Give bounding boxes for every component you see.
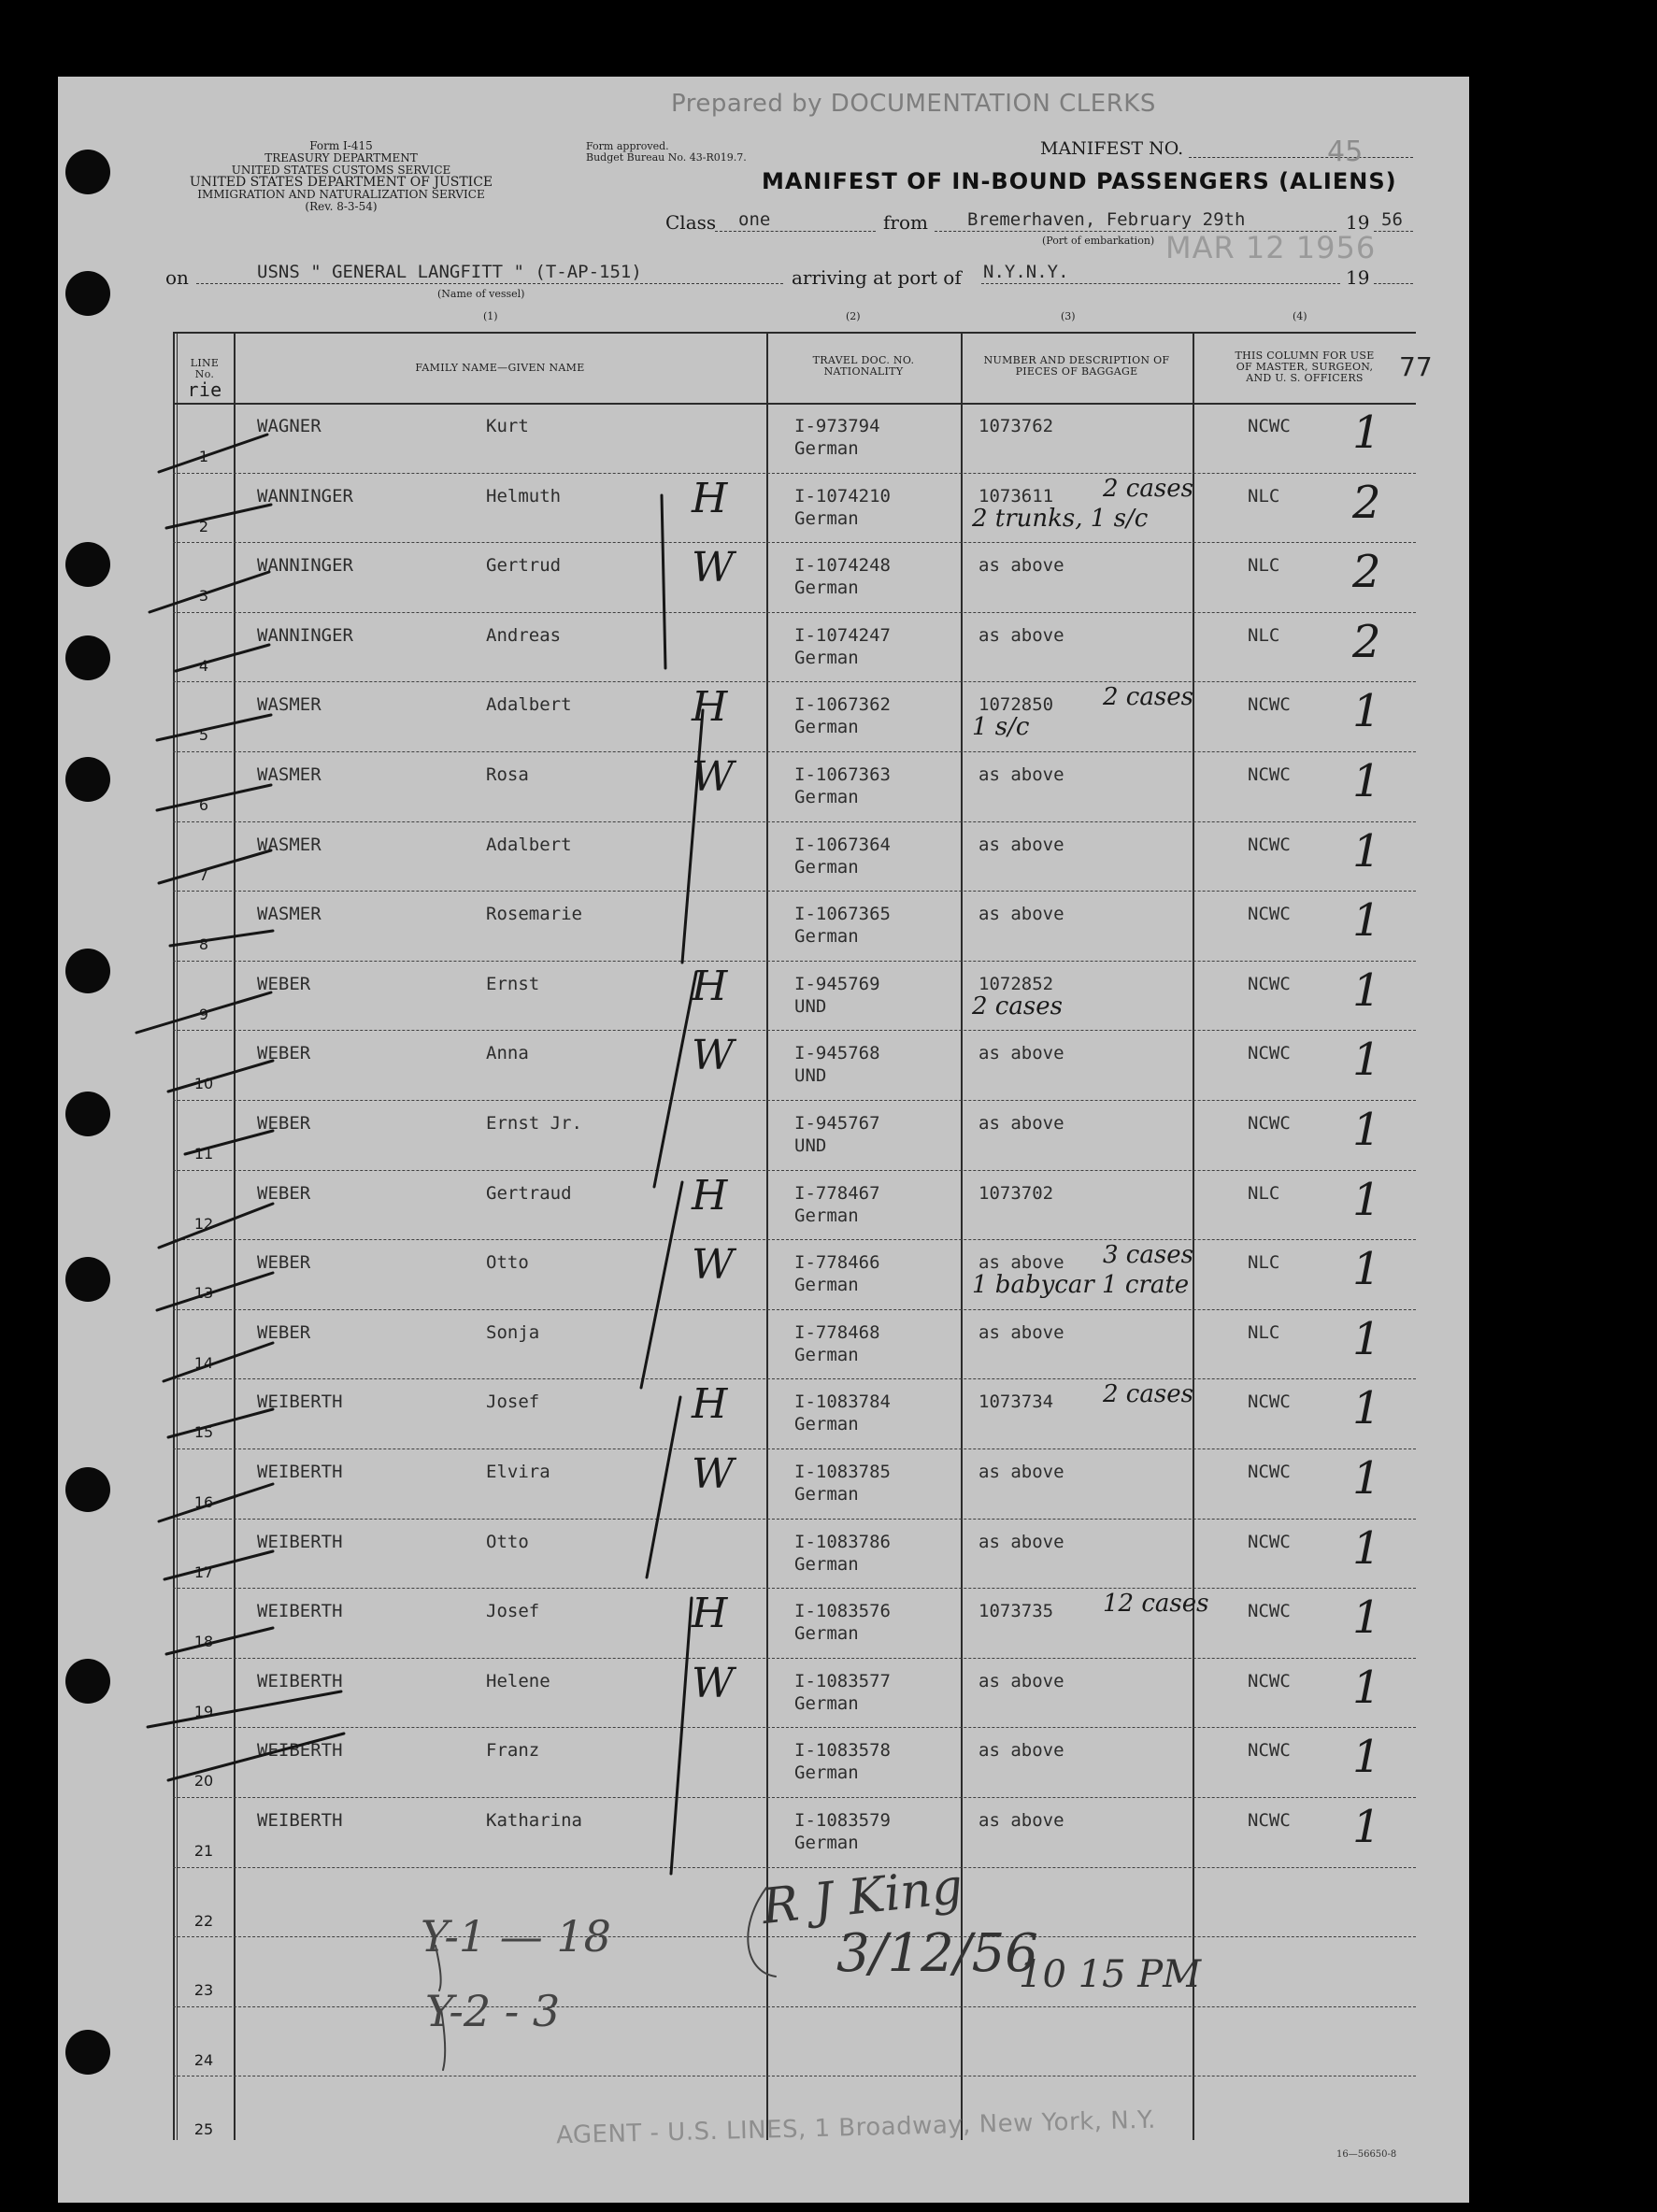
line-number: 3 bbox=[198, 587, 209, 606]
treasury-dept: TREASURY DEPARTMENT bbox=[264, 151, 418, 164]
family-relation: W bbox=[692, 753, 735, 801]
officer-count: 1 bbox=[1352, 1591, 1381, 1645]
nationality: German bbox=[794, 856, 859, 878]
given-name: Adalbert bbox=[486, 694, 572, 716]
line-number: 20 bbox=[193, 1772, 214, 1791]
tally-line-2: Y-2 - 3 bbox=[425, 1986, 561, 2036]
family-relation: W bbox=[692, 1241, 735, 1290]
line-number: 22 bbox=[193, 1911, 214, 1930]
nationality: German bbox=[794, 438, 859, 459]
family-name: WEBER bbox=[257, 973, 311, 994]
travel-doc-no: I-1067363 bbox=[794, 764, 891, 785]
from-label: from bbox=[883, 211, 928, 234]
officer-count: 1 bbox=[1352, 755, 1381, 807]
given-name: Gertraud bbox=[486, 1182, 572, 1204]
clerk-signature: R J King bbox=[759, 1858, 965, 1936]
line-number: 13 bbox=[193, 1284, 214, 1303]
baggage-number: 1073735 bbox=[978, 1601, 1054, 1622]
officer-count: 1 bbox=[1352, 1801, 1381, 1853]
travel-doc-no: I-1067364 bbox=[794, 834, 891, 855]
nationality: German bbox=[794, 647, 859, 668]
revision: (Rev. 8-3-54) bbox=[305, 200, 378, 213]
family-name: WEBER bbox=[257, 1252, 311, 1274]
baggage-number: 1072850 bbox=[978, 694, 1054, 716]
line-number: 8 bbox=[198, 935, 209, 954]
baggage-number: 1073702 bbox=[978, 1182, 1054, 1204]
given-name: Adalbert bbox=[486, 834, 572, 855]
col-number-2: (2) bbox=[846, 310, 861, 322]
baggage-number: as above bbox=[978, 555, 1064, 577]
family-relation: W bbox=[692, 1450, 735, 1498]
vessel-name: USNS " GENERAL LANGFITT " (T-AP-151) bbox=[257, 262, 642, 282]
nationality: German bbox=[794, 787, 859, 807]
baggage-handwritten: 2 cases bbox=[1103, 683, 1193, 712]
family-name: WEBER bbox=[257, 1182, 311, 1204]
family-name: WANNINGER bbox=[257, 624, 353, 646]
tally-line-1: Y-1 — 18 bbox=[421, 1911, 611, 1962]
line-number: 7 bbox=[198, 865, 209, 884]
officer-count: 1 bbox=[1352, 1104, 1381, 1156]
header-officers: THIS COLUMN FOR USE OF MASTER, SURGEON, AND U. S. OFFICERS bbox=[1235, 350, 1375, 384]
header-line-no: LINE No. rie bbox=[187, 357, 222, 401]
travel-doc-no: I-1083577 bbox=[794, 1670, 891, 1691]
relief-org: NLC bbox=[1248, 1182, 1280, 1204]
relief-org: NCWC bbox=[1248, 973, 1291, 994]
family-relation: H bbox=[692, 1171, 728, 1220]
baggage-handwritten-extra: 1 babycar 1 crate bbox=[972, 1271, 1190, 1300]
officer-count: 1 bbox=[1352, 1243, 1381, 1296]
given-name: Rosemarie bbox=[486, 904, 582, 925]
travel-doc-no: I-1083784 bbox=[794, 1391, 891, 1413]
baggage-number: 1072852 bbox=[978, 973, 1054, 994]
given-name: Ernst Jr. bbox=[486, 1113, 582, 1134]
family-name: WEIBERTH bbox=[257, 1670, 343, 1691]
family-relation: H bbox=[692, 474, 728, 522]
baggage-number: as above bbox=[978, 1670, 1064, 1691]
given-name: Ernst bbox=[486, 973, 540, 994]
form-approval: Form approved. Budget Bureau No. 43-R019.7. bbox=[586, 140, 747, 164]
nationality: German bbox=[794, 1344, 859, 1365]
baggage-number: 1073734 bbox=[978, 1391, 1054, 1413]
nationality: German bbox=[794, 1833, 859, 1853]
given-name: Josef bbox=[486, 1601, 540, 1622]
line-number: 17 bbox=[193, 1563, 214, 1581]
embarkation-port: Bremerhaven, February 29th bbox=[967, 209, 1246, 230]
relief-org: NCWC bbox=[1248, 904, 1291, 925]
baggage-number: as above bbox=[978, 834, 1064, 855]
arriving-label: arriving at port of bbox=[792, 266, 962, 289]
family-name: WEBER bbox=[257, 1113, 311, 1134]
line-number: 10 bbox=[193, 1075, 214, 1093]
baggage-number: as above bbox=[978, 1810, 1064, 1831]
line-number: 6 bbox=[198, 796, 209, 814]
line-number: 2 bbox=[198, 517, 209, 535]
travel-doc-no: I-973794 bbox=[794, 416, 880, 436]
family-name: WEIBERTH bbox=[257, 1740, 343, 1762]
officer-count: 1 bbox=[1352, 1382, 1381, 1435]
agent-stamp: AGENT - U.S. LINES, 1 Broadway, New York, N.Y. bbox=[555, 2105, 1157, 2150]
baggage-handwritten-extra: 2 trunks, 1 s/c bbox=[972, 504, 1149, 533]
family-name: WEIBERTH bbox=[257, 1810, 343, 1831]
family-relation: W bbox=[692, 544, 735, 592]
manifest-no-value: 45 bbox=[1327, 136, 1364, 168]
officer-count: 1 bbox=[1352, 1312, 1381, 1365]
family-name: WEIBERTH bbox=[257, 1462, 343, 1482]
family-name: WASMER bbox=[257, 904, 321, 925]
travel-doc-no: I-1074247 bbox=[794, 624, 891, 646]
relief-org: NCWC bbox=[1248, 1531, 1291, 1552]
line-number: 25 bbox=[193, 2120, 214, 2139]
year-value: 56 bbox=[1381, 209, 1403, 230]
given-name: Otto bbox=[486, 1531, 529, 1552]
travel-doc-no: I-1074210 bbox=[794, 485, 891, 507]
line-number: 21 bbox=[193, 1842, 214, 1860]
relief-org: NCWC bbox=[1248, 1391, 1291, 1413]
officer-count: 1 bbox=[1352, 1034, 1381, 1087]
relief-org: NCWC bbox=[1248, 764, 1291, 785]
baggage-number: as above bbox=[978, 1252, 1064, 1274]
arrival-year-prefix: 19 bbox=[1346, 266, 1370, 289]
relief-org: NCWC bbox=[1248, 1113, 1291, 1134]
baggage-number: as above bbox=[978, 904, 1064, 925]
relief-org: NCWC bbox=[1248, 1740, 1291, 1762]
officer-count: 2 bbox=[1352, 615, 1381, 668]
nationality: German bbox=[794, 1414, 859, 1435]
given-name: Rosa bbox=[486, 764, 529, 785]
officer-count: 1 bbox=[1352, 1731, 1381, 1784]
given-name: Helmuth bbox=[486, 485, 562, 507]
relief-org: NCWC bbox=[1248, 694, 1291, 716]
travel-doc-no: I-1083785 bbox=[794, 1462, 891, 1482]
form-number: Form I-415 bbox=[309, 139, 373, 152]
family-relation: H bbox=[692, 683, 728, 732]
prepared-stamp: Prepared by DOCUMENTATION CLERKS bbox=[671, 90, 1156, 118]
given-name: Josef bbox=[486, 1391, 540, 1413]
travel-doc-no: I-1083579 bbox=[794, 1810, 891, 1831]
nationality: German bbox=[794, 1553, 859, 1575]
officer-count: 2 bbox=[1352, 476, 1381, 529]
nationality: German bbox=[794, 1623, 859, 1645]
port-caption: (Port of embarkation) bbox=[1042, 235, 1155, 247]
line-number: 19 bbox=[193, 1702, 214, 1720]
nationality: UND bbox=[794, 1135, 827, 1156]
nationality: German bbox=[794, 1692, 859, 1714]
family-name: WANNINGER bbox=[257, 485, 353, 507]
officer-count: 1 bbox=[1352, 894, 1381, 948]
travel-doc-no: I-1083578 bbox=[794, 1740, 891, 1762]
baggage-number: as above bbox=[978, 1462, 1064, 1482]
travel-doc-no: I-778467 bbox=[794, 1182, 880, 1204]
baggage-number: as above bbox=[978, 1043, 1064, 1064]
baggage-handwritten-extra: 2 cases bbox=[972, 992, 1063, 1020]
travel-doc-no: I-778466 bbox=[794, 1252, 880, 1274]
officer-count: 2 bbox=[1352, 546, 1381, 599]
line-number: 4 bbox=[198, 656, 209, 675]
customs-service: UNITED STATES CUSTOMS SERVICE bbox=[231, 164, 451, 177]
line-number: 9 bbox=[198, 1005, 209, 1023]
officer-count: 1 bbox=[1352, 407, 1381, 459]
officer-count: 1 bbox=[1352, 963, 1381, 1017]
travel-doc-no: I-778468 bbox=[794, 1321, 880, 1343]
family-name: WEIBERTH bbox=[257, 1391, 343, 1413]
baggage-number: 1073762 bbox=[978, 416, 1054, 436]
officer-count: 1 bbox=[1352, 1661, 1381, 1714]
nationality: German bbox=[794, 507, 859, 529]
baggage-handwritten: 2 cases bbox=[1103, 474, 1193, 503]
travel-doc-no: I-1067365 bbox=[794, 904, 891, 925]
given-name: Kurt bbox=[486, 416, 529, 436]
line-number: 15 bbox=[193, 1423, 214, 1442]
ins-service: IMMIGRATION AND NATURALIZATION SERVICE bbox=[197, 188, 485, 201]
officer-count: 1 bbox=[1352, 1452, 1381, 1505]
travel-doc-no: I-945768 bbox=[794, 1043, 880, 1064]
nationality: German bbox=[794, 578, 859, 599]
vessel-caption: (Name of vessel) bbox=[437, 288, 525, 300]
family-relation: H bbox=[692, 962, 728, 1010]
given-name: Elvira bbox=[486, 1462, 550, 1482]
given-name: Sonja bbox=[486, 1321, 540, 1343]
line-number: 1 bbox=[198, 448, 209, 465]
header-name: FAMILY NAME—GIVEN NAME bbox=[415, 362, 585, 374]
family-relation: W bbox=[692, 1032, 735, 1080]
header-travel-doc: TRAVEL DOC. NO. NATIONALITY bbox=[812, 354, 915, 378]
relief-org: NLC bbox=[1248, 555, 1280, 577]
year-prefix: 19 bbox=[1346, 211, 1370, 234]
col-number-3: (3) bbox=[1061, 310, 1076, 322]
arrival-date-stamp: MAR 12 1956 bbox=[1165, 230, 1377, 265]
line-number: 11 bbox=[193, 1145, 214, 1163]
relief-org: NCWC bbox=[1248, 1043, 1291, 1064]
nationality: German bbox=[794, 717, 859, 738]
baggage-number: as above bbox=[978, 624, 1064, 646]
baggage-handwritten: 3 cases bbox=[1103, 1241, 1193, 1270]
baggage-number: as above bbox=[978, 1321, 1064, 1343]
form-code: 16—56650-8 bbox=[1336, 2149, 1397, 2160]
line-number: 5 bbox=[198, 726, 209, 745]
nationality: German bbox=[794, 1275, 859, 1296]
family-relation: W bbox=[692, 1659, 735, 1707]
baggage-number: as above bbox=[978, 1740, 1064, 1762]
travel-doc-no: I-945767 bbox=[794, 1113, 880, 1134]
line-number: 14 bbox=[193, 1353, 214, 1372]
travel-doc-no: I-1074248 bbox=[794, 555, 891, 577]
manifest-title: MANIFEST OF IN-BOUND PASSENGERS (ALIENS) bbox=[762, 168, 1397, 194]
relief-org: NCWC bbox=[1248, 1462, 1291, 1482]
given-name: Anna bbox=[486, 1043, 529, 1064]
officer-count: 1 bbox=[1352, 1173, 1381, 1226]
travel-doc-no: I-945769 bbox=[794, 973, 880, 994]
line-number: 16 bbox=[193, 1493, 214, 1511]
baggage-number: as above bbox=[978, 1531, 1064, 1552]
relief-org: NCWC bbox=[1248, 416, 1291, 436]
travel-doc-no: I-1083576 bbox=[794, 1601, 891, 1622]
relief-org: NLC bbox=[1248, 624, 1280, 646]
given-name: Andreas bbox=[486, 624, 562, 646]
family-name: WAGNER bbox=[257, 416, 321, 436]
nationality: German bbox=[794, 1484, 859, 1505]
class-value: one bbox=[738, 209, 771, 230]
baggage-handwritten: 12 cases bbox=[1103, 1590, 1209, 1619]
baggage-handwritten: 2 cases bbox=[1103, 1380, 1193, 1409]
family-name: WEIBERTH bbox=[257, 1531, 343, 1552]
class-label: Class bbox=[665, 211, 717, 234]
travel-doc-no: I-1067362 bbox=[794, 694, 891, 716]
signoff-date: 3/12/56 bbox=[836, 1923, 1038, 1984]
given-name: Gertrud bbox=[486, 555, 562, 577]
line-number: 18 bbox=[193, 1633, 214, 1651]
family-name: WASMER bbox=[257, 694, 321, 716]
family-name: WASMER bbox=[257, 834, 321, 855]
relief-org: NLC bbox=[1248, 1321, 1280, 1343]
family-name: WANNINGER bbox=[257, 555, 353, 577]
page-passenger-count: 77 bbox=[1399, 351, 1433, 382]
given-name: Katharina bbox=[486, 1810, 582, 1831]
signoff-time: 10 15 PM bbox=[1019, 1953, 1202, 1996]
nationality: German bbox=[794, 1205, 859, 1226]
relief-org: NLC bbox=[1248, 1252, 1280, 1274]
given-name: Franz bbox=[486, 1740, 540, 1762]
officer-count: 1 bbox=[1352, 1521, 1381, 1575]
given-name: Helene bbox=[486, 1670, 550, 1691]
officer-count: 1 bbox=[1352, 824, 1381, 878]
justice-dept: UNITED STATES DEPARTMENT OF JUSTICE bbox=[189, 175, 493, 190]
relief-org: NCWC bbox=[1248, 1810, 1291, 1831]
given-name: Otto bbox=[486, 1252, 529, 1274]
manifest-no-label: MANIFEST NO. bbox=[1040, 138, 1184, 159]
family-name: WASMER bbox=[257, 764, 321, 785]
family-name: WEBER bbox=[257, 1321, 311, 1343]
nationality: German bbox=[794, 1762, 859, 1784]
officer-count: 1 bbox=[1352, 685, 1381, 738]
nationality: German bbox=[794, 926, 859, 948]
nationality: UND bbox=[794, 995, 827, 1017]
col-number-1: (1) bbox=[483, 310, 498, 322]
relief-org: NCWC bbox=[1248, 834, 1291, 855]
family-relation: H bbox=[692, 1590, 728, 1638]
family-name: WEIBERTH bbox=[257, 1601, 343, 1622]
relief-org: NCWC bbox=[1248, 1601, 1291, 1622]
baggage-handwritten-extra: 1 s/c bbox=[972, 713, 1030, 742]
travel-doc-no: I-1083786 bbox=[794, 1531, 891, 1552]
line-number: 23 bbox=[193, 1981, 214, 2000]
relief-org: NLC bbox=[1248, 485, 1280, 507]
baggage-number: 1073611 bbox=[978, 485, 1054, 507]
relief-org: NCWC bbox=[1248, 1670, 1291, 1691]
header-baggage: NUMBER AND DESCRIPTION OF PIECES OF BAGGAGE bbox=[983, 354, 1170, 378]
baggage-number: as above bbox=[978, 764, 1064, 785]
col-number-4: (4) bbox=[1293, 310, 1307, 322]
line-number: 24 bbox=[193, 2050, 214, 2069]
family-name: WEBER bbox=[257, 1043, 311, 1064]
family-relation: H bbox=[692, 1380, 728, 1429]
on-label: on bbox=[165, 266, 189, 289]
nationality: UND bbox=[794, 1065, 827, 1087]
line-number: 12 bbox=[193, 1214, 214, 1233]
arrival-port: N.Y.N.Y. bbox=[983, 262, 1069, 282]
baggage-number: as above bbox=[978, 1113, 1064, 1134]
